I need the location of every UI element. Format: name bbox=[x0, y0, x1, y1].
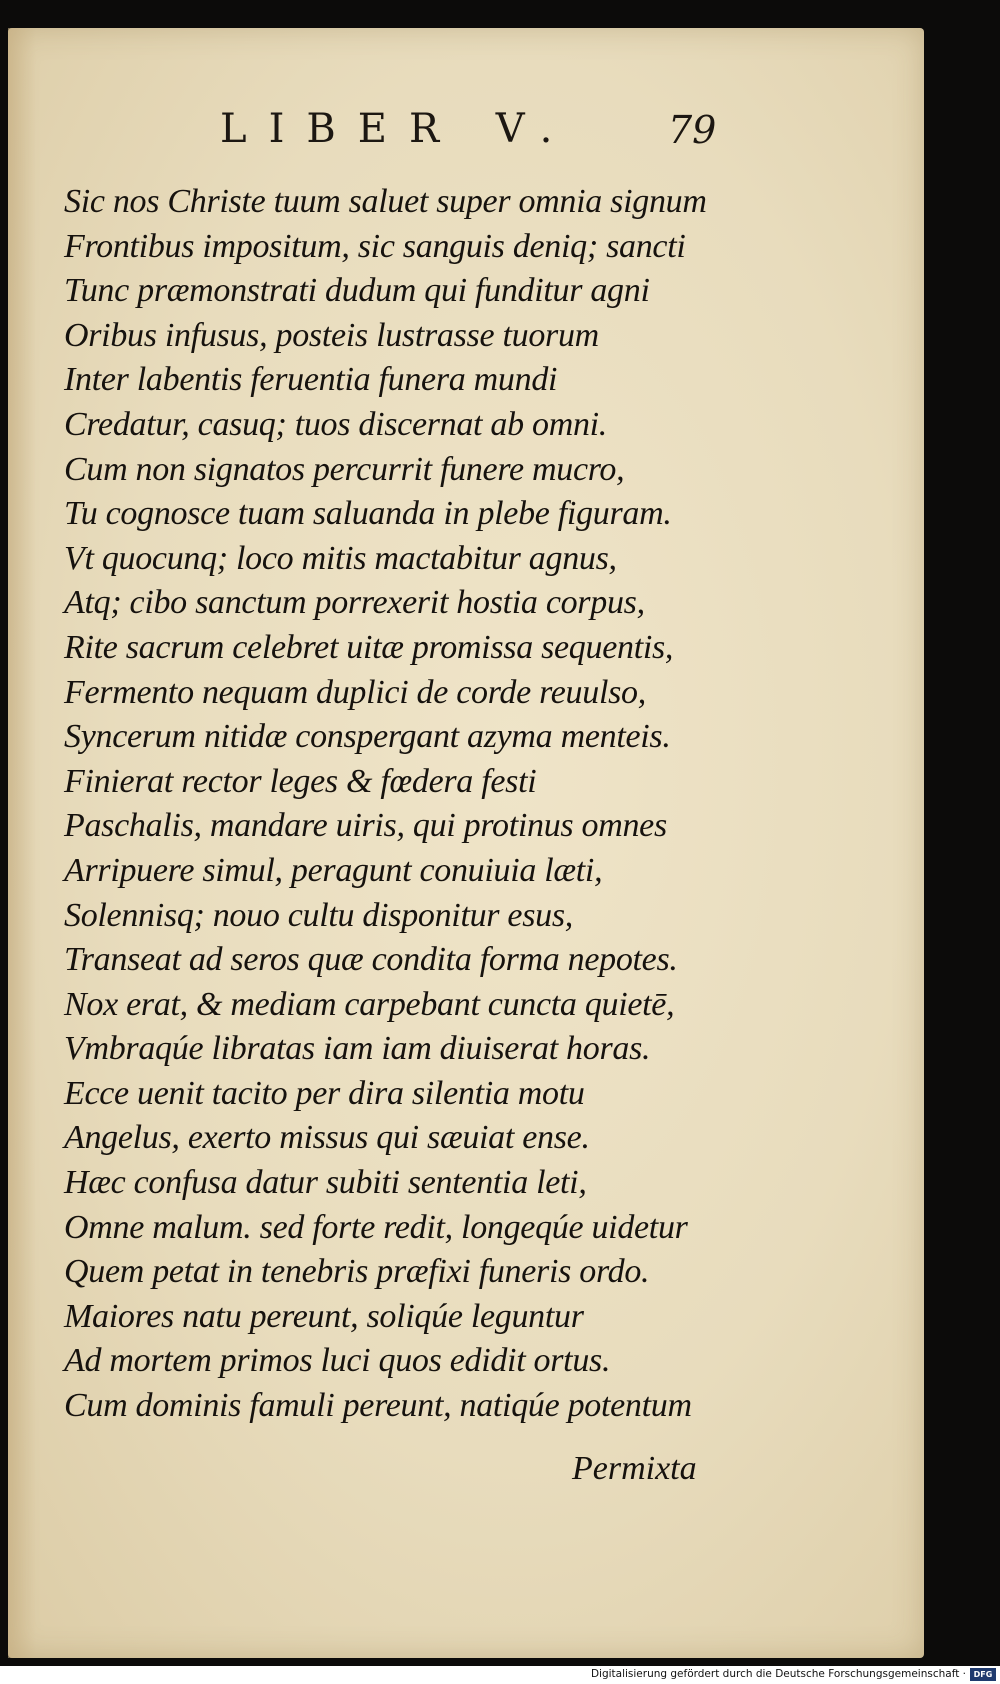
verse-line: Rite sacrum celebret uitæ promissa sequentis, bbox=[64, 628, 674, 666]
verse-line: Angelus, exerto missus qui sæuiat ense. bbox=[64, 1119, 590, 1157]
verse-line: Maiores natu pereunt, soliqúe leguntur bbox=[64, 1297, 584, 1335]
verse-line: Vt quocunq; loco mitis mactabitur agnus, bbox=[64, 539, 617, 577]
verse-line: Arripuere simul, peragunt conuiuia læti, bbox=[64, 851, 603, 889]
verse-line: Oribus infusus, posteis lustrasse tuorum bbox=[64, 316, 599, 354]
running-title: LIBER V. bbox=[220, 106, 575, 152]
verse-line: Credatur, casuq; tuos discernat ab omni. bbox=[64, 405, 608, 443]
verse-line: Fermento nequam duplici de corde reuulso, bbox=[64, 673, 646, 711]
verse-line: Vmbraqúe libratas iam iam diuiserat horas. bbox=[64, 1030, 651, 1068]
verse-line: Syncerum nitidæ conspergant azyma menteis. bbox=[64, 718, 671, 756]
verse-line: Atq; cibo sanctum porrexerit hostia corpus, bbox=[64, 584, 645, 622]
verse-line: Quem petat in tenebris præfixi funeris ordo. bbox=[64, 1253, 650, 1291]
verse-line: Paschalis, mandare uiris, qui protinus omnes bbox=[64, 807, 667, 845]
verse-line: Nox erat, & mediam carpebant cuncta quietē, bbox=[64, 985, 675, 1023]
verse-line: Omne malum. sed forte redit, longeqúe uidetur bbox=[64, 1208, 688, 1246]
verse-line: Cum non signatos percurrit funere mucro, bbox=[64, 450, 625, 488]
verse-line: Hæc confusa datur subiti sententia leti, bbox=[64, 1164, 587, 1202]
dfg-logo: DFG bbox=[970, 1668, 996, 1681]
verse-line: Cum dominis famuli pereunt, natiqúe potentum bbox=[64, 1387, 692, 1425]
verse-line: Sic nos Christe tuum saluet super omnia signum bbox=[64, 183, 707, 220]
verse-line: Tunc præmonstrati dudum qui funditur agni bbox=[64, 272, 650, 310]
verse-line: Tu cognosce tuam saluanda in plebe figuram. bbox=[64, 495, 672, 533]
verse-line: Solennisq; nouo cultu disponitur esus, bbox=[64, 896, 573, 934]
catchword: Permixta bbox=[572, 1450, 697, 1487]
verse-line: Ecce uenit tacito per dira silentia motu bbox=[64, 1074, 585, 1112]
verse-line: Inter labentis feruentia funera mundi bbox=[64, 361, 558, 399]
verse-line: Finierat rector leges & fœdera festi bbox=[64, 762, 537, 800]
page-spine-shadow bbox=[8, 28, 36, 1658]
digitization-footer bbox=[0, 1666, 1000, 1684]
verse-line: Transeat ad seros quæ condita forma nepotes. bbox=[64, 941, 678, 979]
verse-line: Frontibus impositum, sic sanguis deniq; sancti bbox=[64, 227, 686, 265]
funding-note: Digitalisierung gefördert durch die Deutsche Forschungsgemeinschaft · bbox=[590, 1668, 966, 1680]
book-page bbox=[8, 28, 924, 1658]
verse-line: Ad mortem primos luci quos edidit ortus. bbox=[64, 1342, 611, 1380]
folio-number: 79 bbox=[668, 108, 717, 152]
verse-block bbox=[64, 180, 884, 1429]
running-head bbox=[8, 106, 924, 166]
